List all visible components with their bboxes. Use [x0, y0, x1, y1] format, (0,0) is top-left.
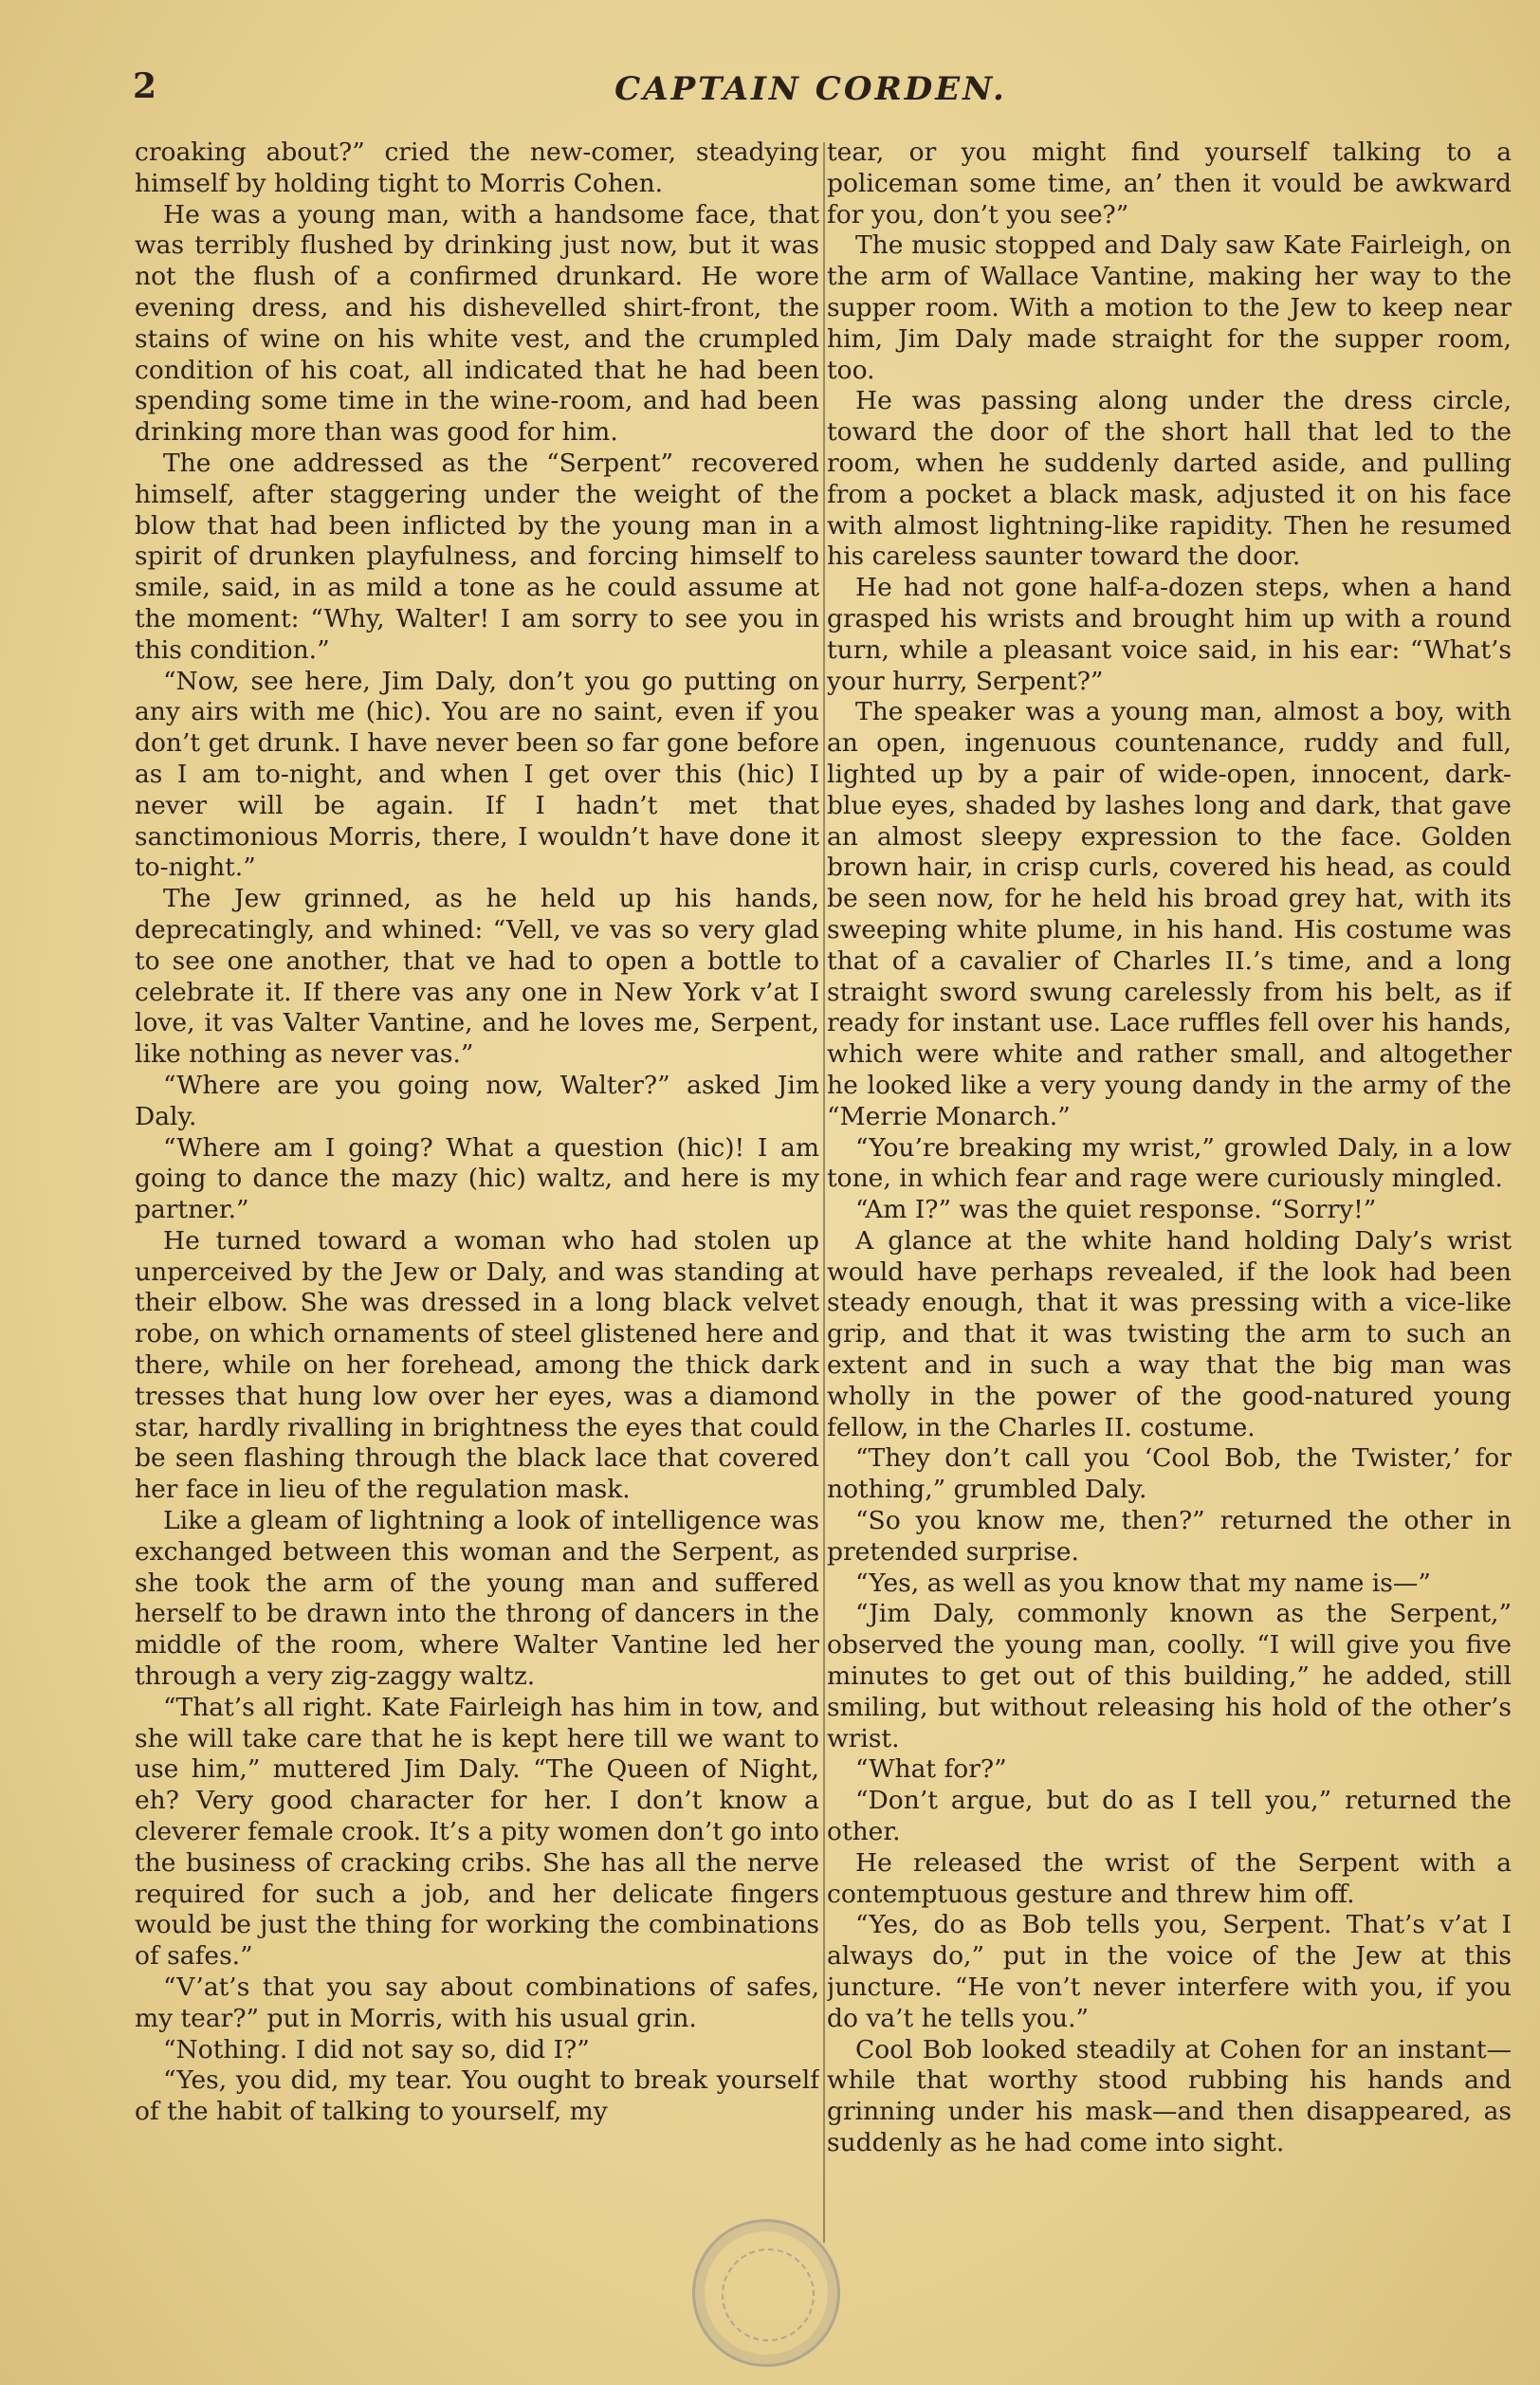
paragraph: He was a young man, with a handsome face, that was terribly flushed by drinking just now, but it was not the flush of a confirmed drunkard. He wore evening dress, and his dishevelled shirt-front, the stains of wine on his white vest, and the crumpled condition of his coat, all indicated that he had been spending some time in the wine-room, and had been drinking more than was good for him. [135, 199, 819, 448]
paragraph: “You’re breaking my wrist,” growled Daly, in a low tone, in which fear and rage were curiously mingled. [827, 1132, 1512, 1194]
paragraph: “Yes, do as Bob tells you, Serpent. That’s v’at I always do,” put in the voice of the Jew at this juncture. “He von’t never interfere with you, if you do va’t he tells you.” [827, 1910, 1512, 2033]
library-stamp [692, 2219, 840, 2367]
paragraph: The Jew grinned, as he held up his hands, deprecatingly, and whined: “Vell, ve vas so very glad to see one another, that ve had to open a bottle to celebrate it. If there vas any one in New York v’at I love, it vas Valter Vantine, and he loves me, Serpent, like nothing as never vas.” [135, 884, 819, 1070]
paragraph: “Jim Daly, commonly known as the Serpent,” observed the young man, coolly. “I will give you five minutes to get out of this building,” he added, still smiling, but without releasing his hold of the other’s wrist. [827, 1599, 1512, 1753]
paragraph: Cool Bob looked steadily at Cohen for an instant—while that worthy stood rubbing his hands and grinning under his mask—and then disappeared, as suddenly as he had come into sight. [827, 2034, 1512, 2157]
paragraph: “Where am I going? What a question (hic)! I am going to dance the mazy (hic) waltz, and here is my partner.” [135, 1132, 819, 1225]
paragraph: “Yes, you did, my tear. You ought to break yourself of the habit of talking to yourself, my [135, 2065, 819, 2127]
paragraph: “Nothing. I did not say so, did I?” [163, 2034, 590, 2064]
paragraph: “Am I?” was the quiet response. “Sorry!” [855, 1195, 1377, 1225]
column-divider [823, 142, 825, 2243]
paragraph: “So you know me, then?” returned the other in pretended surprise. [827, 1506, 1512, 1567]
paragraph: A glance at the white hand holding Daly’s wrist would have perhaps revealed, if the look had been steady enough, that it was pressing with a vice-like grip, and that it was twisting the arm to such an extent and in such a way that the big man was wholly in the power of the good-natured young fellow, in the Charles II. costume. [827, 1225, 1512, 1442]
page-number: 2 [133, 66, 157, 106]
paragraph: Like a gleam of lightning a look of intelligence was exchanged between this woman and the Serpent, as she took the arm of the young man and suffered herself to be drawn into the throng of dancers in the middle of the room, where Walter Vantine led her through a very zig-zaggy waltz. [135, 1506, 819, 1692]
paragraph: “Where are you going now, Walter?” asked Jim Daly. [135, 1070, 819, 1131]
paragraph: He had not gone half-a-dozen steps, when a hand grasped his wrists and brought him up with a round turn, while a pleasant voice said, in his ear: “What’s your hurry, Serpent?” [827, 573, 1512, 696]
paragraph: The one addressed as the “Serpent” recovered himself, after staggering under the weight of the blow that had been inflicted by the young man in a spirit of drunken playfulness, and forcing himself to smile, said, in as mild a tone as he could assume at the moment: “Why, Walter! I am sorry to see you in this condition.” [135, 448, 819, 665]
right-column [827, 138, 1512, 2276]
paragraph: He turned toward a woman who had stolen up unperceived by the Jew or Daly, and was standing at their elbow. She was dressed in a long black velvet robe, on which ornaments of steel glistened here and there, while on her forehead, among the thick dark tresses that hung low over her eyes, was a diamond star, hardly rivalling in brightness the eyes that could be seen flashing through the black lace that covered her face in lieu of the regulation mask. [135, 1225, 819, 1505]
paragraph: croaking about?” cried the new-comer, steadying himself by holding tight to Morris Cohen. [135, 138, 819, 198]
paragraph: “What for?” [855, 1754, 1007, 1785]
library-stamp-inner [722, 2248, 815, 2341]
paragraph: “Now, see here, Jim Daly, don’t you go putting on any airs with me (hic). You are no saint, even if you don’t get drunk. I have never been so far gone before as I am to-night, and when I get over this (hic) I never will be again. If I hadn’t met that sanctimonious Morris, there, I wouldn’t have done it to-night.” [135, 666, 819, 883]
paragraph: “Don’t argue, but do as I tell you,” returned the other. [827, 1786, 1512, 1847]
paragraph: The music stopped and Daly saw Kate Fairleigh, on the arm of Wallace Vantine, making her way to the supper room. With a motion to the Jew to keep near him, Jim Daly made straight for the supper room, too. [827, 230, 1512, 385]
page-header [133, 66, 1489, 123]
paragraph: He released the wrist of the Serpent with a contemptuous gesture and threw him off. [827, 1847, 1512, 1909]
running-title: CAPTAIN CORDEN. [614, 70, 1007, 108]
paragraph: The speaker was a young man, almost a boy, with an open, ingenuous countenance, ruddy and full, lighted up by a pair of wide-open, innocent, dark-blue eyes, shaded by lashes long and dark, that gave an almost sleepy expression to the face. Golden brown hair, in crisp curls, covered his head, as could be seen now, for he held his broad grey hat, with its sweeping white plume, in his hand. His costume was that of a cavalier of Charles II.’s time, and a long straight sword swung carelessly from his belt, as if ready for instant use. Lace ruffles fell over his hands, which were white and rather small, and altogether he looked like a very young dandy in the army of the “Merrie Monarch.” [827, 697, 1512, 1131]
paragraph: “V’at’s that you say about combinations of safes, my tear?” put in Morris, with his usual grin. [135, 1972, 819, 2033]
paragraph: He was passing along under the dress circle, toward the door of the short hall that led to the room, when he suddenly darted aside, and pulling from a pocket a black mask, adjusted it on his face with almost lightning-like rapidity. Then he resumed his careless saunter toward the door. [827, 386, 1512, 572]
left-column [135, 138, 819, 2276]
paragraph: “They don’t call you ‘Cool Bob, the Twister,’ for nothing,” grumbled Daly. [827, 1443, 1512, 1505]
paragraph: tear, or you might find yourself talking to a policeman some time, an’ then it vould be awkward for you, don’t you see?” [827, 138, 1512, 229]
paragraph: “That’s all right. Kate Fairleigh has him in tow, and she will take care that he is kept here till we want to use him,” muttered Jim Daly. “The Queen of Night, eh? Very good character for her. I don’t know a cleverer female crook. It’s a pity women don’t go into the business of cracking cribs. She has all the nerve required for such a job, and her delicate fingers would be just the thing for working the combinations of safes.” [135, 1692, 819, 1972]
paragraph: “Yes, as well as you know that my name is—” [855, 1568, 1431, 1598]
